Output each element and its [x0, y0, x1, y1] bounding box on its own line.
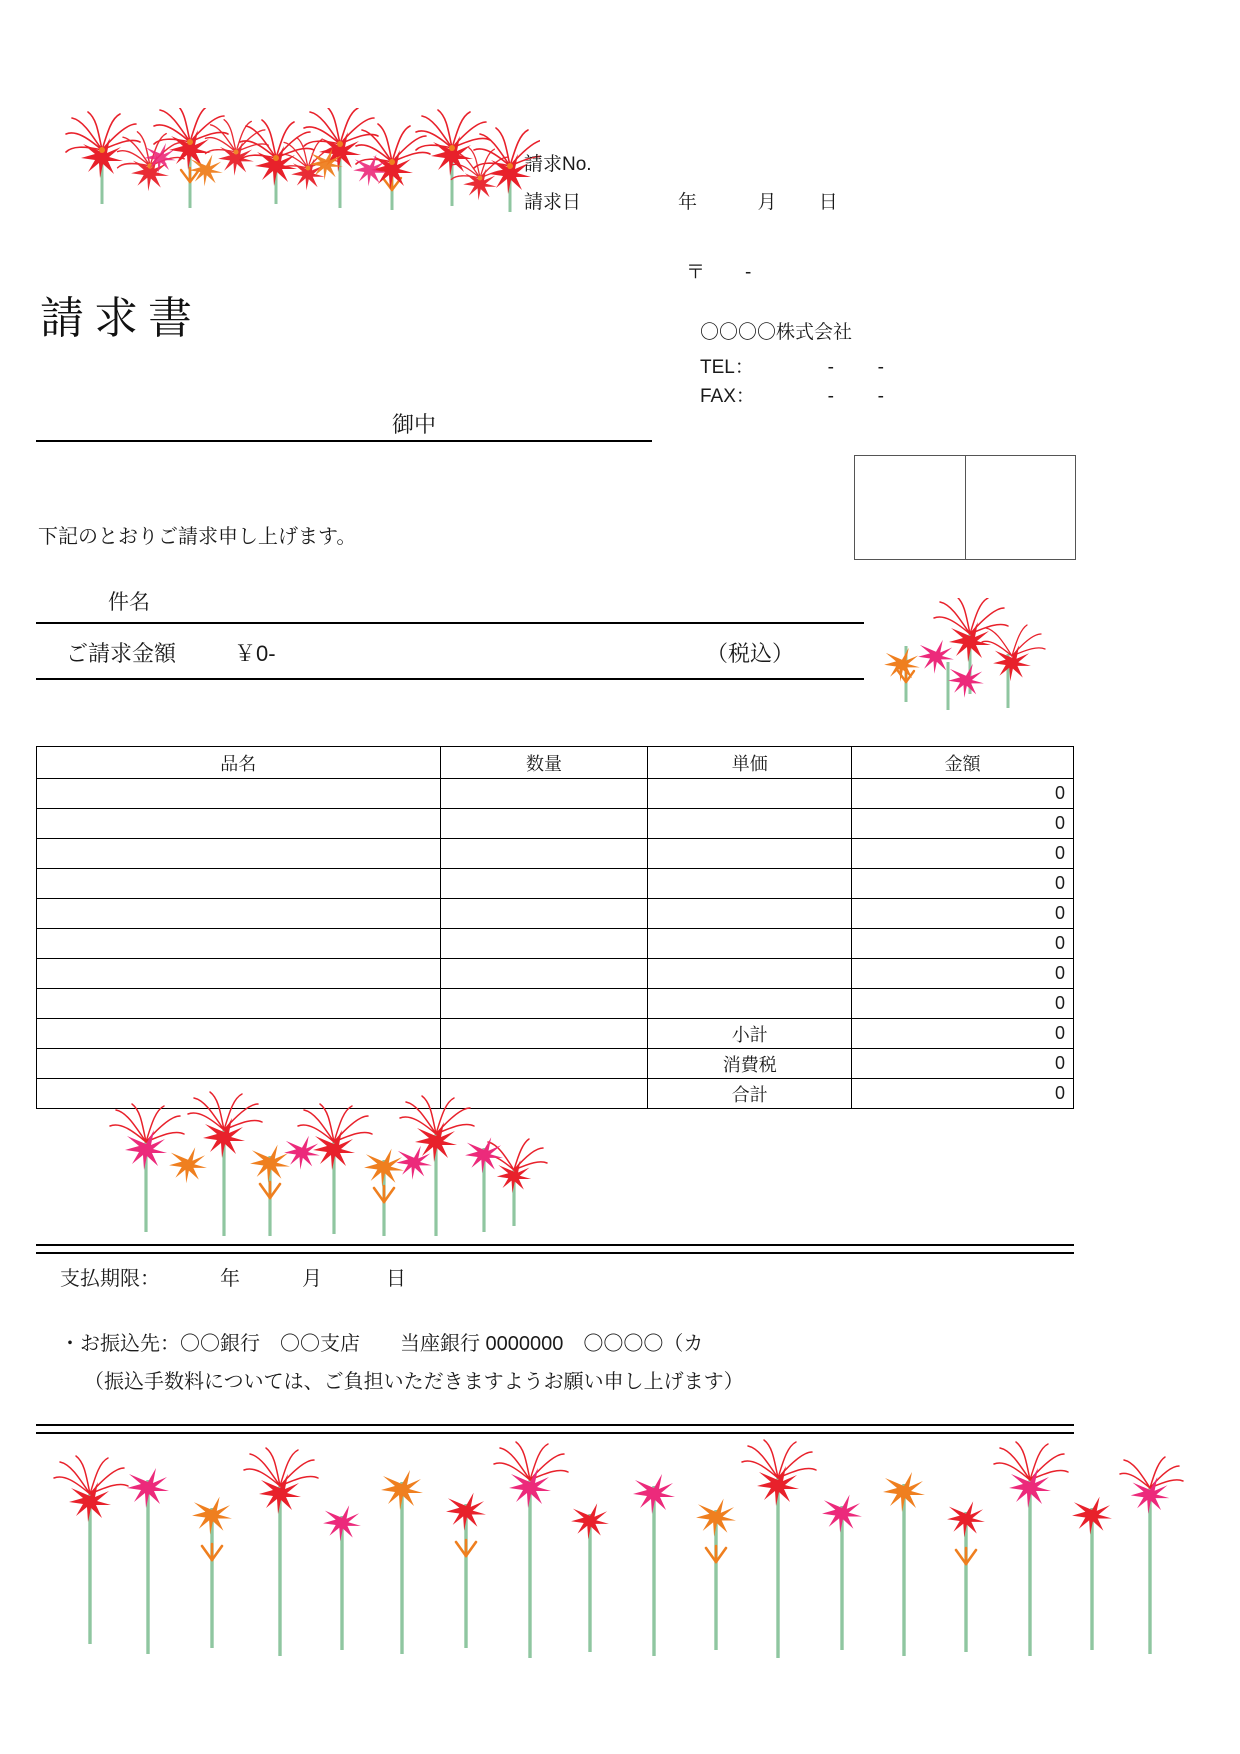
cell-item-name[interactable]: [37, 809, 441, 839]
spacer-cell: [440, 1049, 648, 1079]
subtotal-label: 小計: [648, 1019, 852, 1049]
cell-amount: 0: [852, 989, 1074, 1019]
page-title: 請求書: [40, 294, 202, 343]
table-row[interactable]: [37, 899, 1074, 929]
cell-amount: 0: [852, 779, 1074, 809]
cell-quantity[interactable]: [440, 779, 648, 809]
invoice-date-year: 年: [678, 192, 698, 213]
cell-unit-price[interactable]: [648, 959, 852, 989]
header-quantity: 数量: [440, 747, 648, 779]
cell-item-name[interactable]: [37, 779, 441, 809]
issuer-fax-dash-1: -: [827, 386, 834, 407]
addressee-suffix-label: 御中: [392, 412, 437, 437]
payment-due-row[interactable]: [60, 1262, 406, 1291]
grand-total-value: 0: [852, 1079, 1074, 1109]
invoice-date-label: 請求日: [524, 192, 582, 213]
payment-due-day: 日: [386, 1268, 406, 1290]
bank-details: [60, 1325, 744, 1401]
cell-amount: 0: [852, 899, 1074, 929]
cell-item-name[interactable]: [37, 929, 441, 959]
payment-due-label: 支払期限：: [60, 1268, 160, 1290]
cell-quantity[interactable]: [440, 959, 648, 989]
cell-unit-price[interactable]: [648, 809, 852, 839]
issuer-fax-label: FAX：: [700, 386, 755, 407]
postal-mark-icon: 〒: [686, 262, 706, 283]
total-amount-value: ￥0-: [234, 641, 276, 666]
subtotal-value: 0: [852, 1019, 1074, 1049]
spacer-cell: [440, 1019, 648, 1049]
subject-label: 件名: [108, 591, 150, 614]
subject-underline: [36, 622, 864, 624]
table-row[interactable]: [37, 839, 1074, 869]
bank-fee-note: （振込手数料については、ご負担いただきますようお願い申し上げます）: [84, 1371, 744, 1393]
tax-row: [37, 1049, 1074, 1079]
flower-decoration-top: [40, 108, 540, 228]
invoice-meta: [524, 155, 880, 231]
total-amount-label: ご請求金額: [66, 641, 177, 666]
tax-value: 0: [852, 1049, 1074, 1079]
postal-dash: -: [745, 262, 752, 283]
flower-decoration-bottom: [30, 1424, 1210, 1734]
table-row[interactable]: [37, 989, 1074, 1019]
header-unit-price: 単価: [648, 747, 852, 779]
cell-unit-price[interactable]: [648, 899, 852, 929]
invoice-date-month: 月: [757, 192, 777, 213]
approval-stamp-box[interactable]: [854, 455, 1076, 560]
table-row[interactable]: [37, 809, 1074, 839]
flower-decoration-table: [84, 1086, 564, 1246]
cell-unit-price[interactable]: [648, 989, 852, 1019]
cell-amount: 0: [852, 809, 1074, 839]
issuer-tel-row[interactable]: [700, 358, 884, 377]
payment-due-year: 年: [220, 1268, 240, 1290]
cell-amount: 0: [852, 839, 1074, 869]
table-row[interactable]: [37, 779, 1074, 809]
cell-quantity[interactable]: [440, 929, 648, 959]
grand-total-label: 合計: [648, 1079, 852, 1109]
issuer-fax-row[interactable]: [700, 387, 884, 406]
issuer-postal-code[interactable]: [686, 257, 751, 284]
tax-inclusive-note: （税込）: [706, 641, 795, 666]
invoice-date-fields[interactable]: [620, 193, 880, 212]
payment-due-month: 月: [302, 1268, 322, 1290]
cell-quantity[interactable]: [440, 809, 648, 839]
cell-quantity[interactable]: [440, 989, 648, 1019]
cell-amount: 0: [852, 959, 1074, 989]
cell-amount: 0: [852, 869, 1074, 899]
addressee-input-line[interactable]: [36, 440, 652, 442]
cell-quantity[interactable]: [440, 839, 648, 869]
invoice-date-row: [524, 193, 880, 212]
tax-label: 消費税: [648, 1049, 852, 1079]
issuer-company-name: 〇〇〇〇株式会社: [700, 322, 853, 343]
invoice-no-label: 請求No.: [524, 154, 592, 175]
items-table: [36, 746, 1074, 1109]
cell-item-name[interactable]: [37, 899, 441, 929]
issuer-block: [700, 323, 884, 416]
cell-item-name[interactable]: [37, 959, 441, 989]
flower-decoration-middle: [866, 598, 1066, 718]
cell-quantity[interactable]: [440, 869, 648, 899]
invoice-date-day: 日: [818, 192, 838, 213]
cell-item-name[interactable]: [37, 839, 441, 869]
issuer-tel-dash-1: -: [827, 357, 834, 378]
lead-sentence: 下記のとおりご請求申し上げます。: [38, 526, 357, 548]
cell-unit-price[interactable]: [648, 839, 852, 869]
cell-item-name[interactable]: [37, 869, 441, 899]
header-item-name: 品名: [37, 747, 441, 779]
issuer-tel-label: TEL：: [700, 357, 754, 378]
cell-unit-price[interactable]: [648, 779, 852, 809]
bank-account-line: ・お振込先：〇〇銀行 〇〇支店 当座銀行 0000000 〇〇〇〇（カ: [60, 1333, 704, 1355]
table-row[interactable]: [37, 959, 1074, 989]
header-amount: 金額: [852, 747, 1074, 779]
cell-item-name[interactable]: [37, 989, 441, 1019]
cell-unit-price[interactable]: [648, 869, 852, 899]
items-table-header-row: [37, 747, 1074, 779]
stamp-cell-left[interactable]: [855, 456, 965, 559]
table-row[interactable]: [37, 929, 1074, 959]
spacer-cell: [37, 1019, 441, 1049]
issuer-fax-dash-2: -: [877, 386, 884, 407]
issuer-tel-dash-2: -: [877, 357, 884, 378]
stamp-cell-right[interactable]: [965, 456, 1075, 559]
cell-quantity[interactable]: [440, 899, 648, 929]
cell-amount: 0: [852, 929, 1074, 959]
invoice-no-row: [524, 155, 880, 174]
table-row[interactable]: [37, 869, 1074, 899]
cell-unit-price[interactable]: [648, 929, 852, 959]
divider-above-footer: [36, 1244, 1074, 1254]
spacer-cell: [37, 1049, 441, 1079]
amount-underline: [36, 678, 864, 680]
subtotal-row: [37, 1019, 1074, 1049]
